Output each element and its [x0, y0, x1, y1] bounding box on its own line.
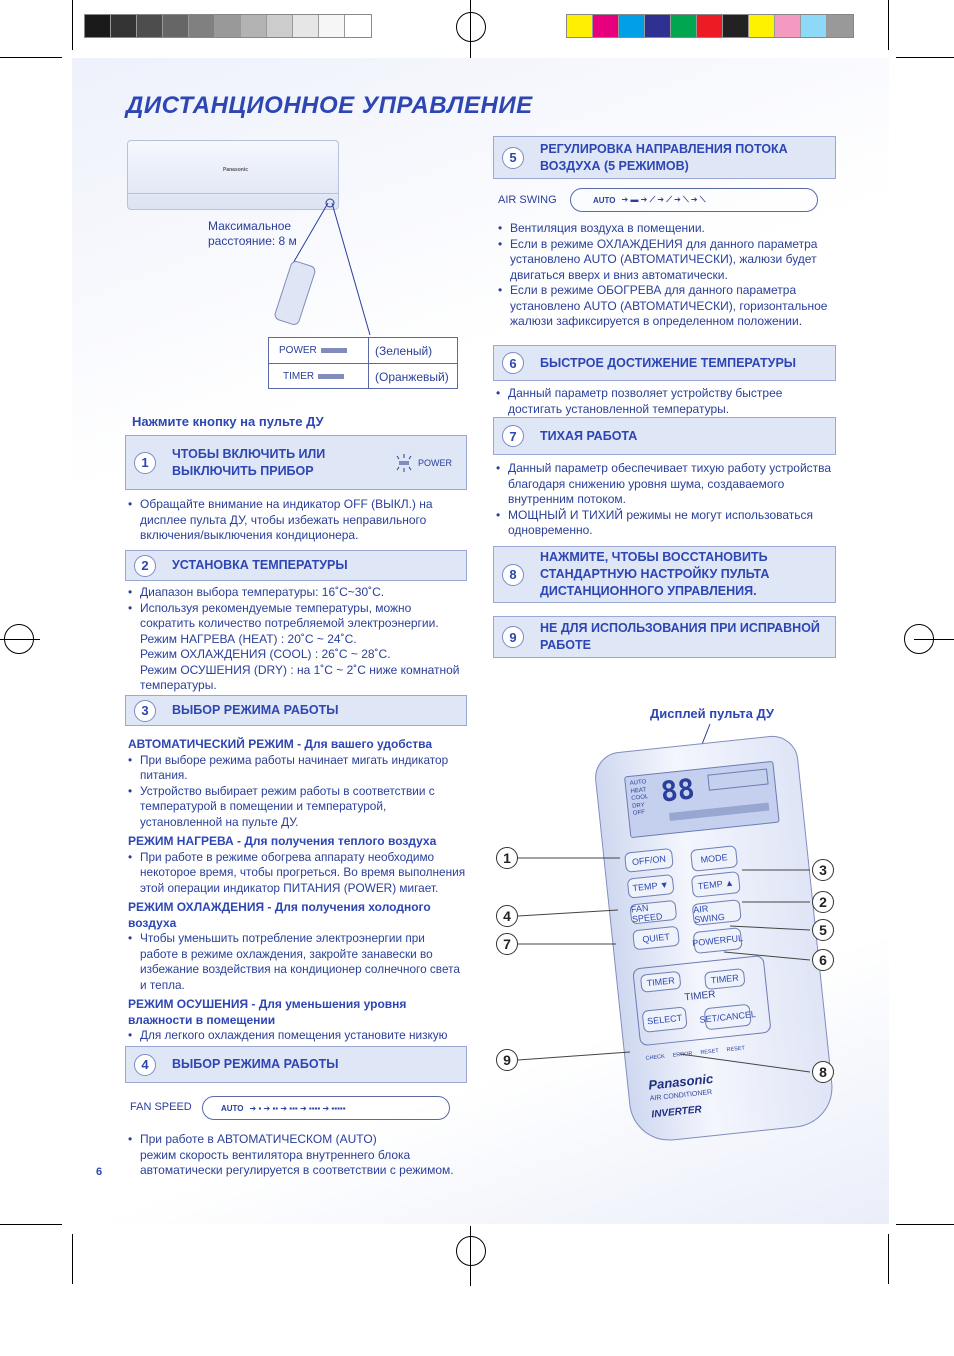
max-distance-label: Максимальное расстояние: 8 м: [208, 219, 297, 248]
remote-display-label: Дисплей пульта ДУ: [650, 706, 774, 721]
check-label: CHECK: [645, 1053, 666, 1062]
section-7-title: ТИХАЯ РАБОТА: [540, 428, 638, 443]
indicator-power-name: POWER: [279, 345, 317, 356]
indicator-timer-name: TIMER: [283, 371, 315, 382]
section-4-title: ВЫБОР РЕЖИМА РАБОТЫ: [172, 1057, 339, 1071]
callout-8: 8: [812, 1061, 834, 1083]
page-title: ДИСТАНЦИОННОЕ УПРАВЛЕНИЕ: [126, 92, 533, 119]
fan-speed-sequence: AUTO ➔ ▪ ➔ ▪▪ ➔ ▪▪▪ ➔ ▪▪▪▪ ➔ ▪▪▪▪▪: [202, 1096, 450, 1120]
mode-auto-heading: АВТОМАТИЧЕСКИЙ РЕЖИМ - Для вашего удобства: [128, 737, 433, 751]
indicator-timer-color: (Оранжевый): [375, 369, 449, 384]
indicator-table: [268, 337, 458, 389]
remote-lcd: AUTO HEAT COOL DRY OFF 88: [624, 761, 780, 838]
section-8-title: НАЖМИТЕ, ЧТОБЫ ВОССТАНОВИТЬ СТАНДАРТНУЮ НАСТРОЙКУ ПУЛЬТА ДИСТАНЦИОННОГО УПРАВЛЕНИЯ.: [540, 550, 770, 598]
mode-auto-bullet: • При выборе режима работы начинает мигать индикатор питания.: [128, 753, 466, 784]
mode-dry-heading: РЕЖИМ ОСУШЕНИЯ - Для уменьшения уровня влажности в помещении: [128, 997, 407, 1027]
section-8-number: 8: [502, 564, 524, 586]
callout-1: 1: [496, 847, 518, 869]
callout-7: 7: [496, 933, 518, 955]
registration-mark: [456, 12, 486, 42]
section-3-header: [125, 695, 467, 726]
temp-down-button[interactable]: TEMP ▼: [627, 874, 675, 899]
lcd-mode-heat: HEAT: [630, 786, 647, 795]
swing-auto-label: AUTO: [593, 195, 616, 205]
lcd-mode-dry: DRY: [631, 802, 645, 810]
mode-heat-bullet: • При работе в режиме обогрева аппарату необходимо некоторое время, чтобы прогреться. Во время выполнения этой операции индикатор ПИТАНИЯ (POWER) мигает.: [128, 850, 466, 897]
page-number: 6: [96, 1166, 103, 1178]
timer-off-button[interactable]: TIMER: [704, 968, 746, 990]
callout-4: 4: [496, 905, 518, 927]
air-swing-sequence: AUTO ➔ ▬ ➔ ⟋ ➔ ⟋ ➔ ⟍ ➔ ⟍: [570, 188, 818, 212]
power-indicator-icon: [394, 453, 414, 473]
callout-3: 3: [812, 859, 834, 881]
indoor-unit-brand: Panasonic: [223, 167, 249, 173]
section-5-bullet: • Если в режиме ОХЛАЖДЕНИЯ для данного параметра установлено AUTO (АВТОМАТИЧЕСКИ), жалюзи будет двигаться вверх и вниз автоматически.: [498, 237, 836, 284]
section-6-header: [493, 345, 836, 381]
temp-up-button[interactable]: TEMP ▲: [691, 871, 741, 898]
quiet-button[interactable]: QUIET: [632, 926, 680, 951]
fan-speed-button[interactable]: FAN SPEED: [629, 900, 677, 925]
section-9-number: 9: [502, 626, 524, 648]
reset-label: RESET: [700, 1048, 720, 1056]
section-5-bullet: • Вентиляция воздуха в помещении.: [498, 221, 836, 237]
section-2-bullet: • Диапазон выбора температуры: 16˚C~30˚C.: [128, 585, 464, 601]
section-3-number: 3: [134, 700, 156, 722]
callout-2: 2: [812, 891, 834, 913]
select-button[interactable]: SELECT: [642, 1006, 688, 1032]
section-4-header: [125, 1046, 467, 1083]
air-swing-label: AIR SWING: [498, 194, 557, 206]
timer-label: TIMER: [683, 989, 716, 1004]
mode-cool-bullet: • Чтобы уменьшить потребление электроэнергии при работе в режиме охлаждения, закройте занавески во избежание воздействия на кондиционер солнечного света и тепла.: [128, 931, 466, 993]
powerful-button[interactable]: POWERFUL: [693, 927, 743, 954]
timer-on-button[interactable]: TIMER: [640, 971, 682, 993]
callout-5: 5: [812, 919, 834, 941]
mode-cool-heading: РЕЖИМ ОХЛАЖДЕНИЯ - Для получения холодного воздуха: [128, 900, 431, 930]
callout-6: 6: [812, 949, 834, 971]
section-1-icon-label: POWER: [418, 457, 453, 468]
section-1-title: ЧТОБЫ ВКЛЮЧИТЬ ИЛИ ВЫКЛЮЧИТЬ ПРИБОР: [172, 446, 326, 478]
callout-9: 9: [496, 1049, 518, 1071]
remote-subtitle: AIR CONDITIONER: [649, 1089, 713, 1103]
grayscale-bar: [84, 14, 372, 38]
section-9-header: [493, 616, 836, 658]
error-label: ERROR: [672, 1050, 693, 1059]
section-5-title: РЕГУЛИРОВКА НАПРАВЛЕНИЯ ПОТОКА ВОЗДУХА (5 РЕЖИМОВ): [540, 141, 788, 173]
section-7-bullet: • Данный параметр обеспечивает тихую работу устройства благодаря снижению уровня шума, создаваемого внутренним потоком.: [496, 461, 834, 508]
section-2-title: УСТАНОВКА ТЕМПЕРАТУРЫ: [172, 558, 348, 572]
indicator-power-color: (Зеленый): [375, 343, 433, 358]
air-swing-button[interactable]: AIR SWING: [692, 899, 742, 926]
lcd-mode-cool: COOL: [631, 794, 649, 802]
lcd-mode-off: OFF: [632, 809, 646, 817]
off-on-button[interactable]: OFF/ON: [624, 848, 674, 873]
section-4-number: 4: [134, 1054, 156, 1076]
section-5-header: [493, 136, 836, 179]
color-bar: [566, 14, 854, 38]
section-5-number: 5: [502, 147, 524, 169]
reset-button[interactable]: RESET: [726, 1045, 746, 1054]
section-2-bullet: • Используя рекомендуемые температуры, можно сократить количество потребляемой электроэнергии. Режим НАГРЕВА (HEAT) : 20˚C ~ 24˚C. Режим ОХЛАЖДЕНИЯ (COOL) : 26˚C ~ 28˚C. Режим ОСУШЕНИЯ (DRY) : на 1˚C ~ 2˚C ниже комнатной температуры.: [128, 601, 464, 694]
press-button-label: Нажмите кнопку на пульте ДУ: [132, 414, 324, 429]
section-6-bullet: • Данный параметр позволяет устройству быстрее достигать установленной температуры.: [496, 386, 834, 417]
section-9-title: НЕ ДЛЯ ИСПОЛЬЗОВАНИЯ ПРИ ИСПРАВНОЙ РАБОТЕ: [540, 621, 820, 652]
mode-dry-bullet: • Для легкого охлаждения помещения установите низкую: [128, 1028, 466, 1059]
mode-heat-heading: РЕЖИМ НАГРЕВА - Для получения теплого воздуха: [128, 834, 437, 848]
section-1-bullet: • Обращайте внимание на индикатор OFF (ВЫКЛ.) на дисплее пульта ДУ, чтобы избежать неправильного включения/выключения кондиционера.: [128, 497, 464, 544]
section-7-bullet: • МОЩНЫЙ И ТИХИЙ режимы не могут использоваться одновременно.: [496, 508, 834, 539]
section-6-number: 6: [502, 352, 524, 374]
section-5-bullet: • Если в режиме ОБОГРЕВА для данного параметра установлено AUTO (АВТОМАТИЧЕСКИ), горизонтальное жалюзи зафиксируется в определенном положении.: [498, 283, 836, 330]
section-1-header: [125, 435, 467, 490]
section-1-number: 1: [134, 452, 156, 474]
mode-auto-bullet: • Устройство выбирает режим работы в соответствии с температурой в помещении и температурой, установленной на пульте ДУ.: [128, 784, 466, 831]
section-7-number: 7: [502, 425, 524, 447]
remote-brand: Panasonic: [647, 1070, 714, 1093]
section-3-title: ВЫБОР РЕЖИМА РАБОТЫ: [172, 703, 339, 717]
callout-lines: [480, 840, 840, 1080]
fan-speed-label: FAN SPEED: [130, 1101, 192, 1113]
registration-mark: [456, 1236, 486, 1266]
section-7-header: [493, 417, 836, 455]
mode-button[interactable]: MODE: [690, 845, 738, 872]
set-cancel-button[interactable]: SET/CANCEL: [704, 1004, 752, 1031]
section-4-bullet: • При работе в АВТОМАТИЧЕСКОМ (AUTO) режим скорость вентилятора внутреннего блока автоматически регулируется в соответствии с режимом.: [128, 1132, 468, 1179]
section-6-title: БЫСТРОЕ ДОСТИЖЕНИЕ ТЕМПЕРАТУРЫ: [540, 355, 797, 370]
section-2-header: [125, 550, 467, 581]
lcd-mode-auto: AUTO: [629, 779, 647, 787]
remote-inverter: INVERTER: [650, 1104, 703, 1121]
section-2-number: 2: [134, 555, 156, 577]
fan-auto-label: AUTO: [221, 1103, 244, 1113]
section-8-header: [493, 546, 836, 603]
